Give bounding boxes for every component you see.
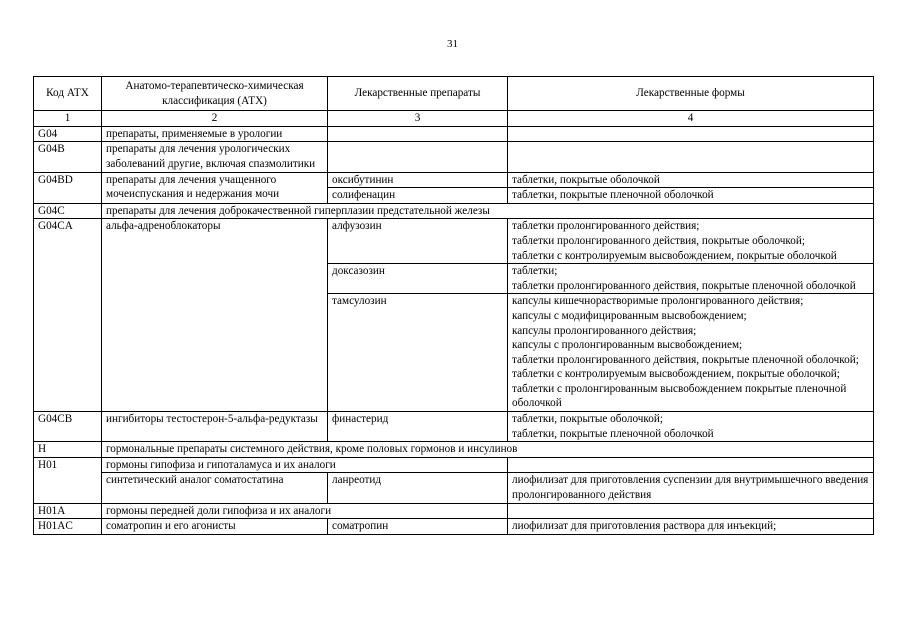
table-row: [34, 519, 874, 535]
dosage-form: таблетки с контролируемым высвобождением, покрытые оболочкой: [512, 249, 837, 262]
dosage-form: лиофилизат для приготовления суспензии для внутримышечного введения пролонгированного действия: [508, 473, 874, 503]
drug-name: алфузозин: [328, 219, 508, 264]
atx-code: H01AC: [34, 519, 102, 535]
dosage-form: таблетки пролонгированного действия, покрытые пленочной оболочкой;: [512, 353, 859, 366]
dosage-form: таблетки, покрытые оболочкой: [508, 172, 874, 188]
drug-name: соматропин: [328, 519, 508, 535]
column-number: 1: [34, 111, 102, 127]
page-number: 31: [447, 38, 458, 50]
atx-code: H01A: [34, 503, 102, 519]
dosage-form: таблетки;: [512, 265, 558, 278]
table-header-row: [34, 77, 874, 111]
atx-code: G04B: [34, 142, 102, 172]
table-row: [34, 219, 874, 264]
atx-code: G04BD: [34, 172, 102, 203]
atx-code: G04CA: [34, 219, 102, 412]
drug-name: доксазозин: [328, 264, 508, 294]
dosage-forms: [508, 294, 874, 412]
drug-name: оксибутинин: [328, 172, 508, 188]
table-row: [34, 473, 874, 503]
atx-class: гормоны гипофиза и гипоталамуса и их аналоги: [102, 457, 508, 473]
atx-class: соматропин и его агонисты: [102, 519, 328, 535]
header-atx-code: Код АТХ: [34, 77, 102, 111]
table-row: [34, 126, 874, 142]
dosage-form: таблетки, покрытые пленочной оболочкой: [512, 427, 714, 440]
dosage-forms: [508, 264, 874, 294]
atx-class: ингибиторы тестостерон-5-альфа-редуктазы: [102, 412, 328, 442]
dosage-form: таблетки, покрытые оболочкой;: [512, 413, 663, 426]
dosage-form: таблетки с контролируемым высвобождением, покрытые оболочкой;: [512, 368, 840, 381]
atx-code: G04CB: [34, 412, 102, 442]
table-row: [34, 503, 874, 519]
table-row: [34, 457, 874, 473]
table-row: [34, 203, 874, 219]
atx-class: препараты для лечения доброкачественной гиперплазии предстательной железы: [102, 203, 874, 219]
dosage-forms: [508, 219, 874, 264]
dosage-form: капсулы с модифицированным высвобождением;: [512, 309, 747, 322]
atx-code: G04: [34, 126, 102, 142]
atx-table: [33, 76, 874, 535]
column-number: 4: [508, 111, 874, 127]
dosage-form: таблетки с пролонгированным высвобождением покрытые пленочной оболочкой: [512, 382, 847, 410]
drug-name: ланреотид: [328, 473, 508, 503]
header-dosage-forms: Лекарственные формы: [508, 77, 874, 111]
atx-code: H: [34, 442, 102, 458]
drug-name: финастерид: [328, 412, 508, 442]
dosage-form: таблетки пролонгированного действия;: [512, 220, 700, 233]
table-row: [34, 172, 874, 188]
header-atx-classification: Анатомо-терапевтическо-химическая классификация (АТХ): [102, 77, 328, 111]
dosage-form: капсулы кишечнорастворимые пролонгированного действия;: [512, 295, 804, 308]
column-number: 2: [102, 111, 328, 127]
dosage-forms: [508, 412, 874, 442]
dosage-form: капсулы пролонгированного действия;: [512, 324, 697, 337]
table-row: [34, 412, 874, 442]
dosage-form: таблетки, покрытые пленочной оболочкой: [508, 188, 874, 204]
atx-code: H01: [34, 457, 102, 503]
dosage-form: капсулы с пролонгированным высвобождением;: [512, 339, 743, 352]
atx-class: гормоны передней доли гипофиза и их аналоги: [102, 503, 508, 519]
table-row: [34, 442, 874, 458]
atx-class: препараты для лечения урологических заболеваний другие, включая спазмолитики: [102, 142, 328, 172]
table-row: [34, 142, 874, 172]
atx-class: препараты для лечения учащенного мочеиспускания и недержания мочи: [102, 172, 328, 203]
drug-name: тамсулозин: [328, 294, 508, 412]
column-number: 3: [328, 111, 508, 127]
column-number-row: [34, 111, 874, 127]
dosage-form: лиофилизат для приготовления раствора для инъекций;: [508, 519, 874, 535]
atx-subclass: синтетический аналог соматостатина: [102, 473, 328, 503]
atx-class: альфа-адреноблокаторы: [102, 219, 328, 412]
dosage-form: таблетки пролонгированного действия, покрытые оболочкой;: [512, 234, 805, 247]
atx-code: G04C: [34, 203, 102, 219]
atx-class: гормональные препараты системного действия, кроме половых гормонов и инсулинов: [102, 442, 874, 458]
atx-class: препараты, применяемые в урологии: [102, 126, 328, 142]
header-drugs: Лекарственные препараты: [328, 77, 508, 111]
drug-name: солифенацин: [328, 188, 508, 204]
dosage-form: таблетки пролонгированного действия, покрытые пленочной оболочкой: [512, 279, 856, 292]
